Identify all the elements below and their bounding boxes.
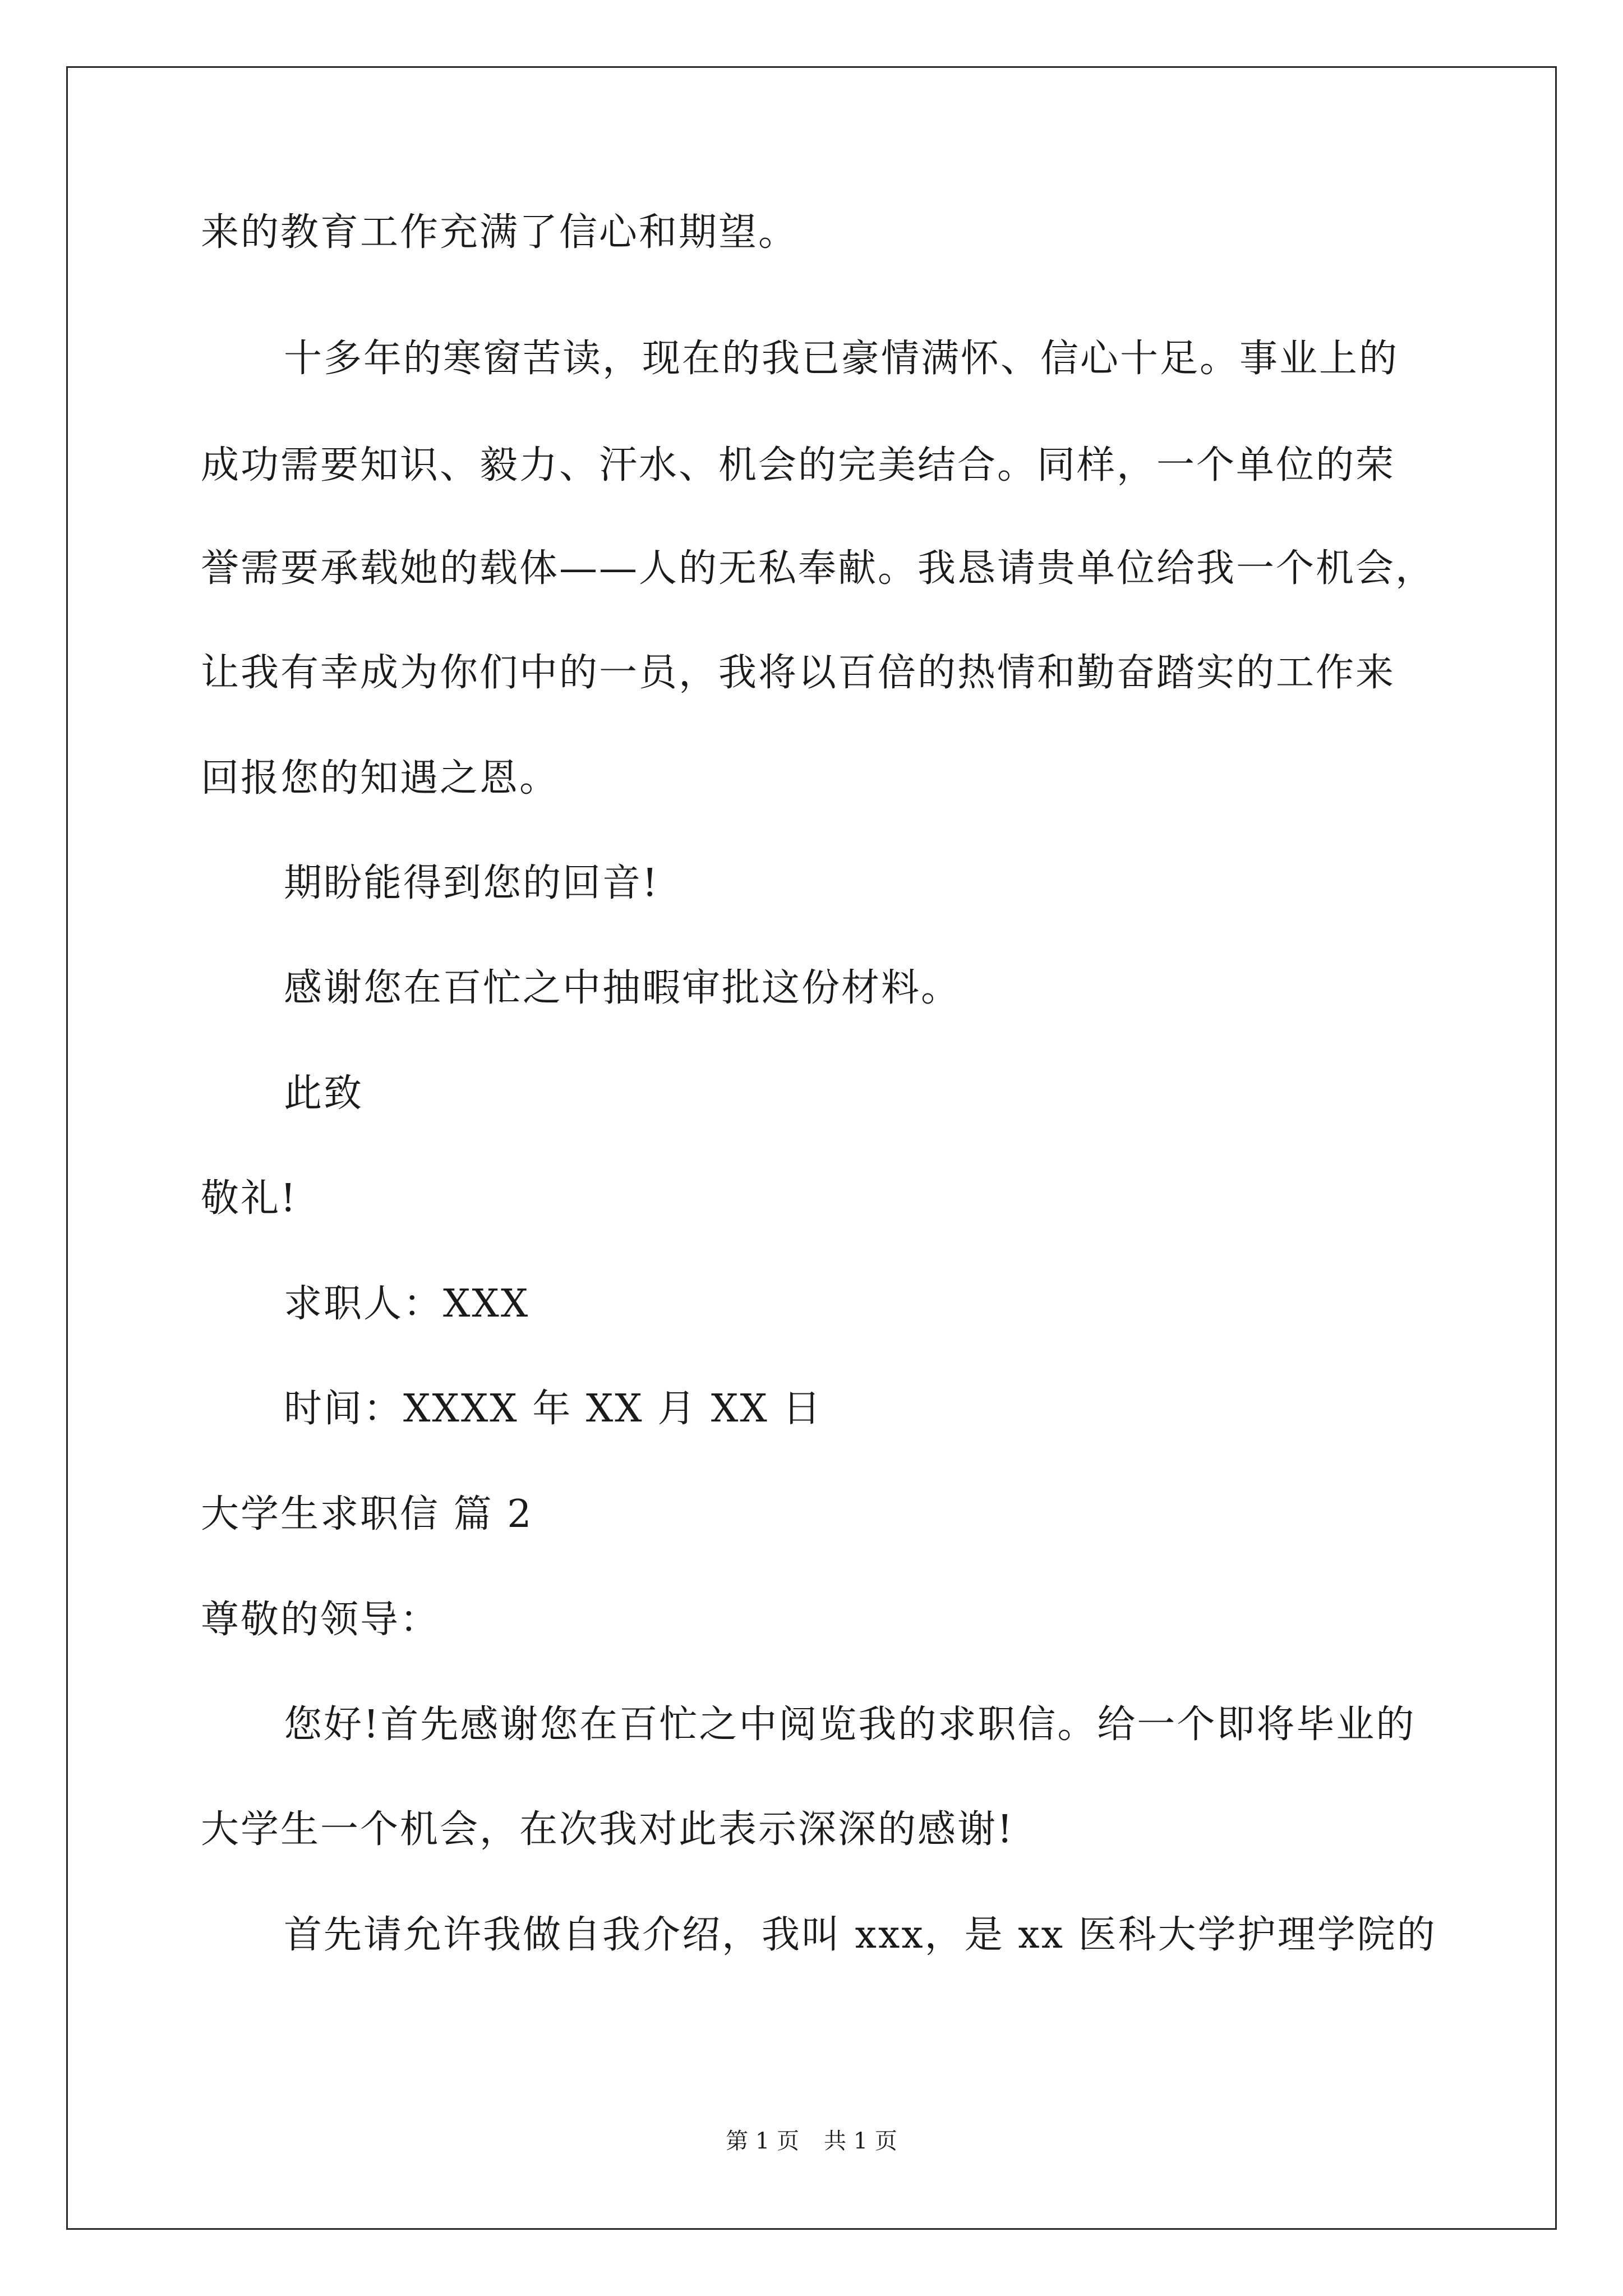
letter-date: 时间：XXXX 年 XX 月 XX 日 [284, 1387, 823, 1431]
body-line: 感谢您在百忙之中抽暇审批这份材料。 [284, 966, 961, 1010]
page-number: 第 1 页 [726, 2128, 799, 2154]
body-line: 大学生一个机会，在次我对此表示深深的感谢! [201, 1807, 1015, 1852]
body-line: 让我有幸成为你们中的一员，我将以百倍的热情和勤奋踏实的工作来 [201, 651, 1396, 695]
closing-regards: 敬礼! [201, 1176, 298, 1221]
body-line: 您好!首先感谢您在百忙之中阅览我的求职信。给一个即将毕业的 [284, 1703, 1416, 1747]
body-line: 来的教育工作充满了信心和期望。 [201, 210, 799, 255]
body-line: 成功需要知识、毅力、汗水、机会的完美结合。同样，一个单位的荣 [201, 443, 1396, 487]
page-footer [0, 2127, 1623, 2155]
applicant-name: 求职人：XXX [284, 1282, 530, 1326]
body-line: 十多年的寒窗苦读，现在的我已豪情满怀、信心十足。事业上的 [284, 337, 1399, 381]
body-line: 首先请允许我做自我介绍，我叫 xxx，是 xx 医科大学护理学院的 [284, 1913, 1437, 1957]
greeting: 尊敬的领导： [201, 1598, 440, 1642]
body-line: 回报您的知遇之恩。 [201, 756, 560, 800]
page-count: 共 1 页 [824, 2128, 897, 2154]
body-line: 誉需要承载她的载体——人的无私奉献。我恳请贵单位给我一个机会， [201, 546, 1436, 591]
section-heading: 大学生求职信 篇 2 [201, 1492, 533, 1536]
body-line: 期盼能得到您的回音! [284, 861, 660, 905]
closing-salutation: 此致 [284, 1071, 364, 1116]
page-border [66, 66, 1557, 2230]
